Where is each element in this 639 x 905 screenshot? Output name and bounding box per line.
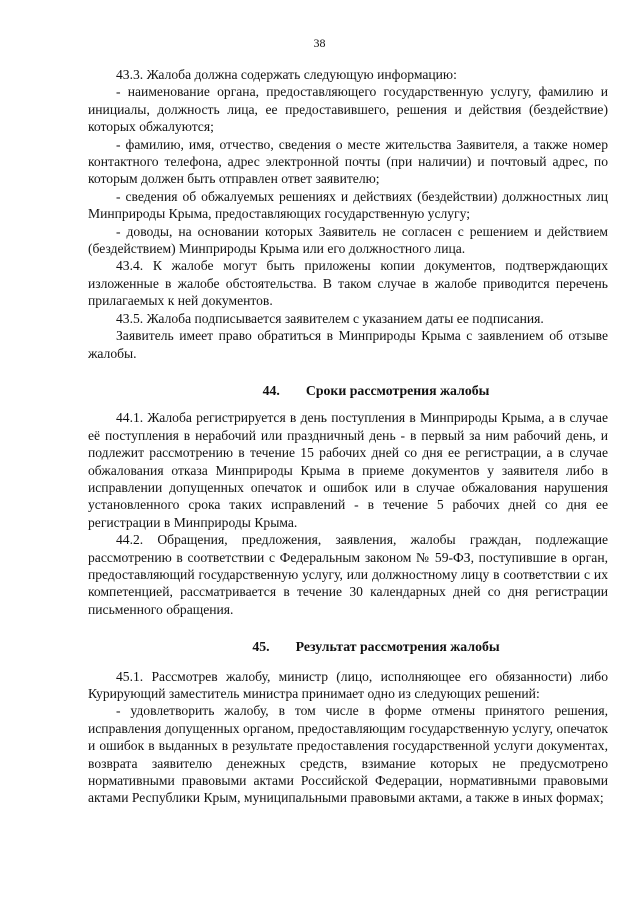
list-item: - наименование органа, предоставляющего государственную услугу, фамилию и инициалы, должность лица, ее предоставившего, решения и действия (бездействие) которых обжалуются; (88, 84, 608, 135)
section-number: 45. (252, 639, 270, 655)
paragraph-43-5: 43.5. Жалоба подписывается заявителем с указанием даты ее подписания. (116, 310, 544, 326)
list-item: - удовлетворить жалобу, в том числе в форме отмены принятого решения, исправления допущенных органом, предоставляющим государственную услугу, опечаток и ошибок в выданных в результате предоставления государственной услуги документах, возврата заявителю денежных средств, взимание которых не предусмотрено нормативными правовыми актами Российской Федерации, нормативными правовыми актами Республики Крым, муниципальными правовыми актами, а также в иных формах; (88, 703, 608, 806)
section-number: 44. (262, 382, 280, 398)
list-item: - сведения об обжалуемых решениях и действиях (бездействии) должностных лиц Минприроды Крыма, предоставляющих государственную услугу; (88, 188, 608, 222)
paragraph-44-1: 44.1. Жалоба регистрируется в день поступления в Минприроды Крыма, а в случае её поступления в нерабочий или праздничный день - в первый за ним рабочий день, и подлежит рассмотрению в течение 15 рабочих дней со дня ее регистрации, а в случае обжалования отказа Минприроды Крыма в приеме документов у заявителя либо в исправлении допущенных опечаток и ошибок или в случае обжалования нарушения установленного срока таких исправлений - в течение 5 рабочих дней со дня ее регистрации в Минприроды Крыма. (88, 410, 608, 530)
paragraph-44-2: 44.2. Обращения, предложения, заявления, жалобы граждан, подлежащие рассмотрению в соответствии с Федеральным законом № 59-ФЗ, поступившие в орган, предоставляющий государственную услугу, или должностному лицу в соответствии с их компетенцией, рассматривается в течение 30 календарных дней со дня регистрации письменного обращения. (88, 532, 608, 617)
section-heading-44 (88, 382, 608, 399)
paragraph-43-5-withdrawal: Заявитель имеет право обратиться в Минприроды Крыма с заявлением об отзыве жалобы. (88, 328, 608, 361)
section-heading-45 (88, 638, 608, 655)
paragraph-43-4: 43.4. К жалобе могут быть приложены копии документов, подтверждающих изложенные в жалобе обстоятельства. В таком случае в жалобе приводится перечень прилагаемых к ней документов. (88, 258, 608, 309)
list-item: - доводы, на основании которых Заявитель не согласен с решением и действием (бездействием) Минприроды Крыма или его должностного лица. (88, 223, 608, 257)
section-title: Результат рассмотрения жалобы (295, 639, 500, 655)
page-number: 38 (313, 36, 326, 50)
paragraph-45-1: 45.1. Рассмотрев жалобу, министр (лицо, исполняющее его обязанности) либо Курирующий заместитель министра принимает одно из следующих решений: (88, 668, 608, 701)
list-item: - фамилию, имя, отчество, сведения о месте жительства Заявителя, а также номер контактного телефона, адрес электронной почты (при наличии) и почтовый адрес, по которым должен быть отправлен ответ заявителю; (88, 136, 608, 187)
paragraph-43-3-intro: 43.3. Жалоба должна содержать следующую информацию: (116, 67, 457, 82)
document-body (88, 66, 608, 807)
section-title: Сроки рассмотрения жалобы (305, 382, 490, 398)
